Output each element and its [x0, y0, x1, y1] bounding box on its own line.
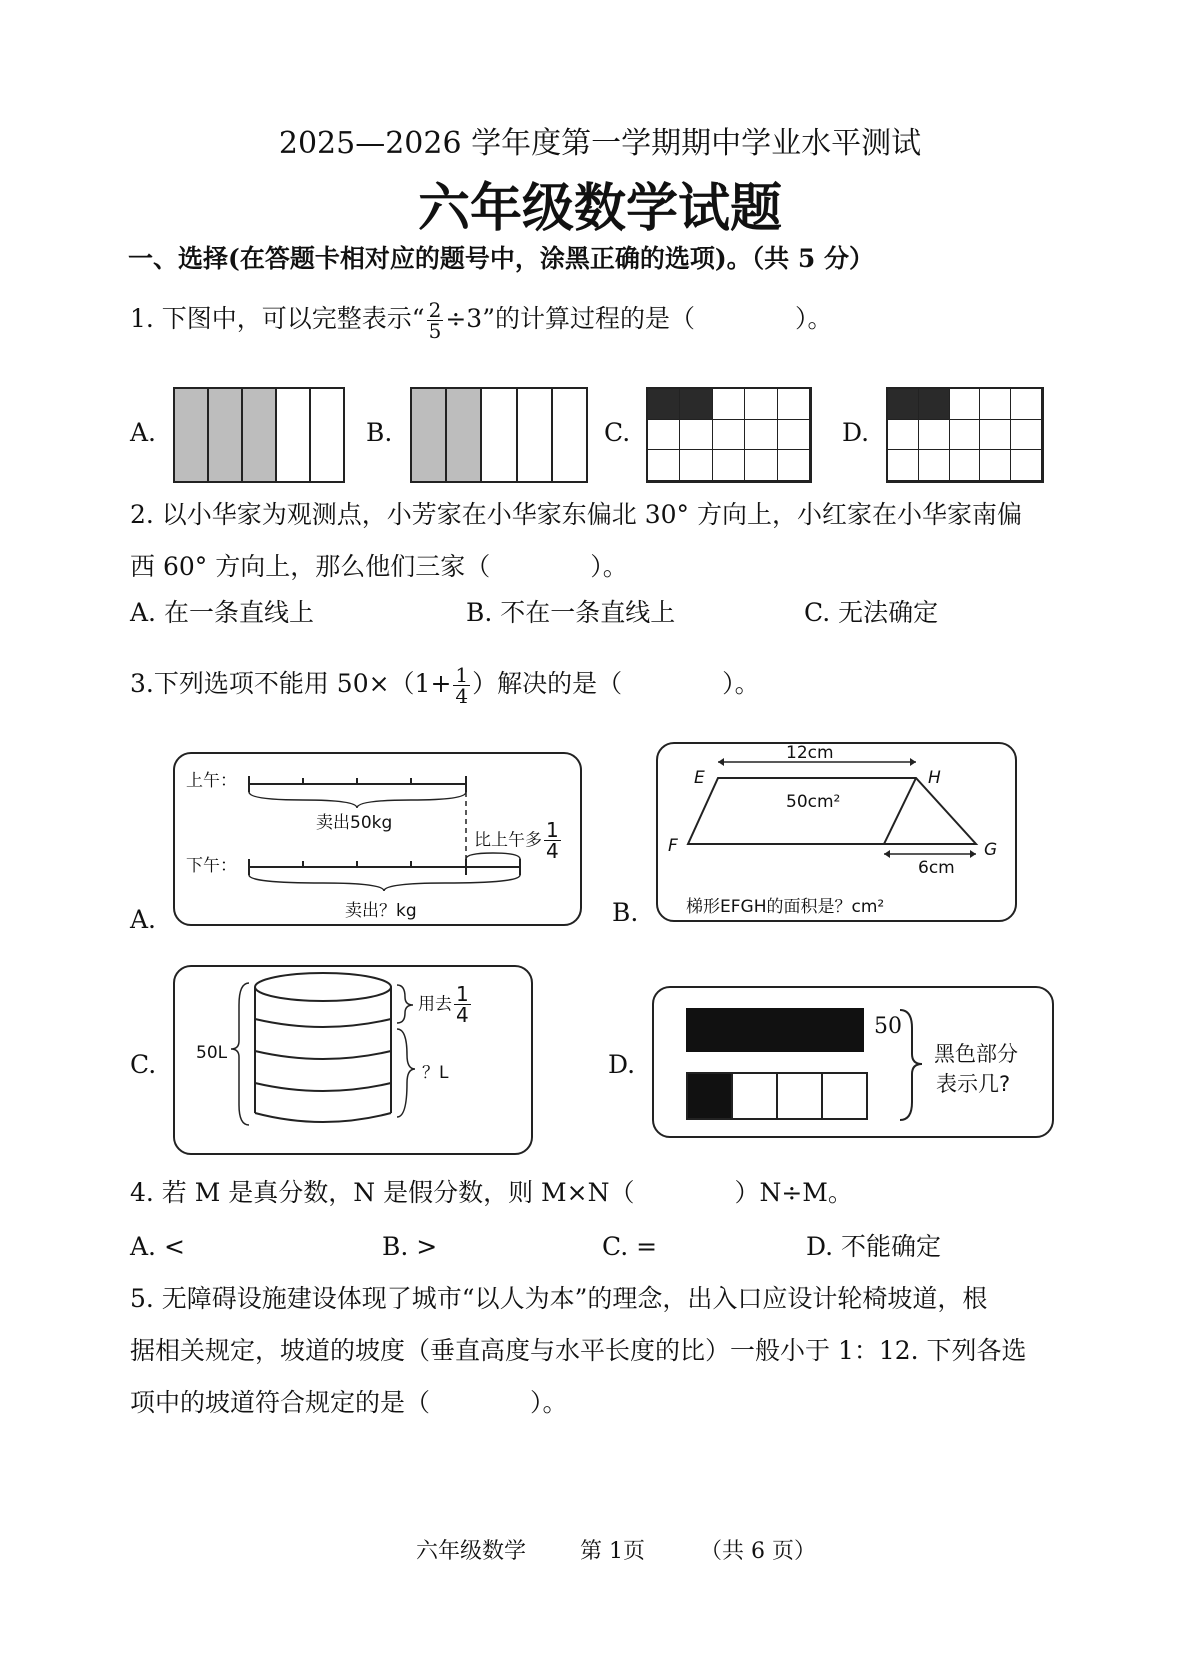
q3a-frac-num: 1 [546, 818, 559, 842]
q3b-area: 50cm² [786, 792, 841, 812]
q3b-bottom-length: 6cm [918, 858, 955, 878]
q3c-used [418, 984, 473, 1025]
q1-option-c-figure [646, 387, 812, 483]
q1-option-b-figure [410, 387, 588, 483]
q3d-value: 50 [874, 1014, 902, 1039]
footer-page: 第 1页 [580, 1539, 645, 1564]
q3b-vertex-f: F [668, 836, 678, 856]
q3-option-c-label: C. [130, 1050, 157, 1079]
q3a-fraction [544, 820, 561, 861]
question-4: 4. 若 M 是真分数，N 是假分数，则 M×N（ ）N÷M。 [130, 1178, 853, 1207]
question-5-line3: 项中的坡道符合规定的是（ ）。 [130, 1388, 568, 1417]
q3b-vertex-h: H [928, 768, 941, 788]
q3-fraction [453, 665, 470, 706]
q4-option-d: D. 不能确定 [806, 1232, 942, 1261]
q1-prefix: 1. 下图中，可以完整表示“ [130, 304, 425, 333]
q3b-vertex-g: G [984, 840, 998, 860]
q3a-am-label: 上午： [186, 771, 237, 791]
q3d-question-line1: 黑色部分 [934, 1042, 1018, 1066]
q1-fraction [427, 300, 444, 341]
q3-option-d-label: D. [608, 1050, 636, 1079]
q1-option-a-label: A. [130, 418, 157, 447]
q3b-top-length: 12cm [786, 743, 834, 763]
q3a-more-label [474, 820, 563, 861]
q4-option-a: A. < [130, 1232, 185, 1261]
q1-option-d-label: D. [842, 418, 870, 447]
q3c-frac-num: 1 [456, 982, 469, 1006]
q3a-sold-am: 卖出50kg [316, 813, 393, 833]
q3-suffix: ）解决的是（ ）。 [472, 669, 760, 698]
question-1 [130, 300, 832, 341]
q3c-frac-den: 4 [456, 1003, 469, 1027]
q1-option-c-label: C. [604, 418, 631, 447]
q3c-total: 50L [196, 1043, 228, 1063]
q3-frac-den: 4 [455, 684, 469, 708]
q1-op: ÷3 [445, 304, 483, 333]
q1-option-d-figure [886, 387, 1044, 483]
q2-option-b: B. 不在一条直线上 [466, 598, 676, 627]
question-2-line2: 西 60° 方向上，那么他们三家（ ）。 [130, 552, 628, 581]
q1-frac-num: 2 [428, 298, 442, 322]
q4-option-b: B. > [382, 1232, 438, 1261]
exam-title: 六年级数学试题 [417, 178, 782, 239]
q1-option-a-figure [173, 387, 345, 483]
q3a-sold-pm: 卖出？kg [345, 901, 417, 921]
section-heading: 一、选择(在答题卡相对应的题号中，涂黑正确的选项)。（共 5 分） [128, 244, 874, 273]
q4-option-c: C. = [602, 1232, 658, 1261]
q2-option-c: C. 无法确定 [804, 598, 939, 627]
question-3 [130, 665, 760, 706]
q3a-more-text: 比上午多 [474, 830, 542, 851]
question-2-line1: 2. 以小华家为观测点，小芳家在小华家东偏北 30° 方向上，小红家在小华家南偏 [130, 500, 1023, 529]
question-5-line1: 5. 无障碍设施建设体现了城市“以人为本”的理念，出入口应设计轮椅坡道，根 [130, 1284, 988, 1313]
q3-frac-num: 1 [455, 663, 469, 687]
q1-suffix: ”的计算过程的是（ ）。 [482, 304, 833, 333]
q3d-black-bar [686, 1008, 864, 1052]
q1-option-b-label: B. [366, 418, 393, 447]
q2-option-a: A. 在一条直线上 [130, 598, 314, 627]
footer-subject: 六年级数学 [416, 1539, 527, 1564]
q1-frac-den: 5 [428, 319, 442, 343]
q3c-used-text: 用去 [418, 994, 452, 1015]
q3b-question: 梯形EFGH的面积是？cm² [686, 897, 885, 917]
q3c-rest: ？L [422, 1063, 449, 1083]
q3b-vertex-e: E [694, 768, 705, 788]
q3a-frac-den: 4 [546, 839, 559, 863]
footer-total: （共 6 页） [700, 1539, 816, 1564]
q3-option-b-label: B. [612, 898, 639, 927]
q3a-pm-label: 下午： [186, 856, 237, 876]
exam-subtitle: 2025—2026 学年度第一学期期中学业水平测试 [278, 126, 922, 161]
q3d-part-bar [686, 1072, 868, 1120]
question-5-line2: 据相关规定，坡道的坡度（垂直高度与水平长度的比）一般小于 1：12. 下列各选 [130, 1336, 1027, 1365]
q3-option-a-label: A. [130, 905, 157, 934]
q3c-fraction [454, 984, 471, 1025]
q3-prefix: 3.下列选项不能用 50×（1+ [130, 669, 452, 698]
q3d-question-line2: 表示几? [936, 1072, 1011, 1096]
